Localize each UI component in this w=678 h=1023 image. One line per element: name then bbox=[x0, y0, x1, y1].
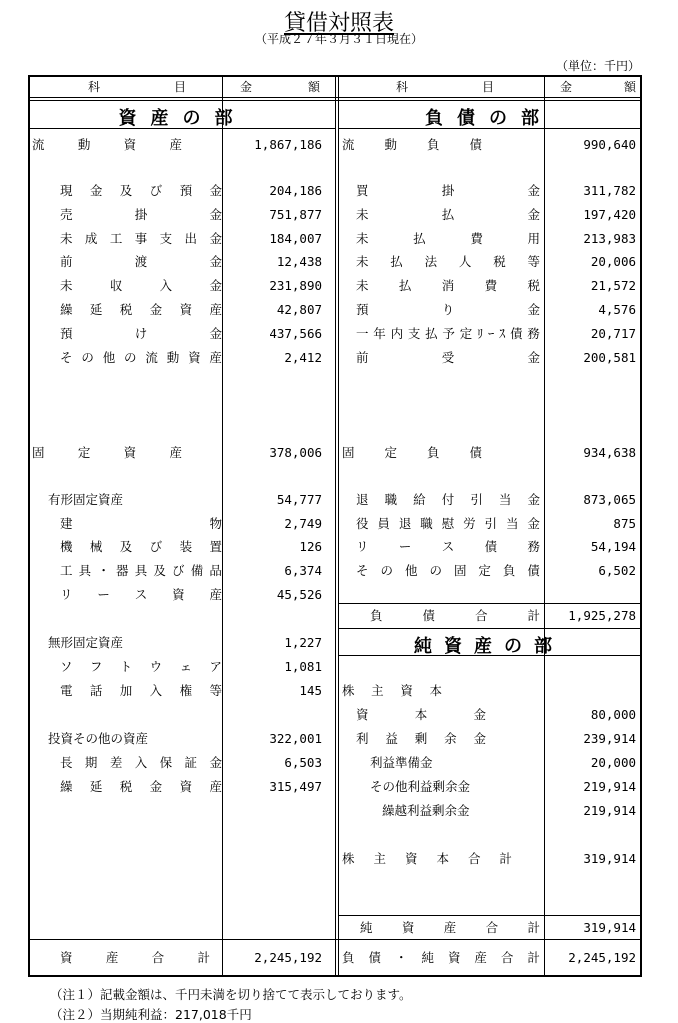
liability-row-amount: 197,420 bbox=[583, 207, 636, 222]
asset-row-amount: 45,526 bbox=[276, 587, 322, 602]
asset-row-label: 流 動 資 産 bbox=[32, 137, 182, 152]
asset-row-amount: 42,807 bbox=[276, 302, 322, 317]
header-item-left: 科 目 bbox=[88, 80, 186, 94]
liabilities-total-label: 負 債 合 計 bbox=[370, 608, 540, 623]
net-asset-row-amount: 219,914 bbox=[583, 779, 636, 794]
liability-row-amount: 54,194 bbox=[590, 539, 636, 554]
net-asset-row-label: 株 主 資 本 bbox=[342, 683, 442, 698]
total-assets-amount: 2,245,192 bbox=[254, 950, 322, 965]
asset-row-amount: 12,438 bbox=[276, 254, 322, 269]
asset-row-label: 固 定 資 産 bbox=[32, 445, 182, 460]
asset-row-amount: 322,001 bbox=[269, 731, 322, 746]
asset-row-label: 繰 延 税 金 資 産 bbox=[60, 779, 222, 794]
asset-row-amount: 6,374 bbox=[284, 563, 322, 578]
liability-row-label: 前 受 金 bbox=[356, 350, 540, 365]
report-date: （平成２７年３月３１日現在） bbox=[254, 32, 423, 46]
asset-row-amount: 378,006 bbox=[269, 445, 322, 460]
liability-row-label: 未 払 消 費 税 bbox=[356, 278, 540, 293]
asset-row-amount: 1,227 bbox=[284, 635, 322, 650]
liability-row-label: 未 払 法 人 税 等 bbox=[356, 254, 540, 269]
net-asset-row-amount: 219,914 bbox=[583, 803, 636, 818]
total-liab-net-label: 負 債 ・ 純 資 産 合 計 bbox=[342, 950, 540, 965]
asset-row-label: 有形固定資産 bbox=[48, 492, 124, 507]
assets-section-title: 資産の部 bbox=[118, 108, 247, 129]
net-asset-row-label: 資 本 金 bbox=[356, 707, 486, 722]
asset-row-amount: 437,566 bbox=[269, 326, 322, 341]
asset-row-amount: 145 bbox=[299, 683, 322, 698]
asset-row-amount: 2,412 bbox=[284, 350, 322, 365]
asset-row-amount: 315,497 bbox=[269, 779, 322, 794]
asset-row-label: 繰 延 税 金 資 産 bbox=[60, 302, 222, 317]
asset-row-amount: 751,877 bbox=[269, 207, 322, 222]
asset-row-label: 預 け 金 bbox=[60, 326, 222, 341]
asset-row-amount: 184,007 bbox=[269, 231, 322, 246]
note-2: （注２）当期純利益：217,018千円 bbox=[50, 1007, 252, 1022]
asset-row-label: 未 収 入 金 bbox=[60, 278, 222, 293]
liability-row-amount: 20,006 bbox=[590, 254, 636, 269]
liability-row-label: 未 払 金 bbox=[356, 207, 540, 222]
liability-row-amount: 311,782 bbox=[583, 183, 636, 198]
liability-row-amount: 990,640 bbox=[583, 137, 636, 152]
asset-row-label: ソ フ ト ウ ェ ア bbox=[60, 659, 222, 674]
asset-row-amount: 1,867,186 bbox=[254, 137, 322, 152]
asset-row-label: 無形固定資産 bbox=[48, 635, 124, 650]
liabilities-total-amount: 1,925,278 bbox=[568, 608, 636, 623]
asset-row-label: 前 渡 金 bbox=[60, 254, 222, 269]
liability-row-amount: 213,983 bbox=[583, 231, 636, 246]
header-item-right: 科 目 bbox=[396, 80, 494, 94]
balance-sheet-table bbox=[28, 75, 642, 977]
liability-row-label: 買 掛 金 bbox=[356, 183, 540, 198]
asset-row-label: 工 具 ・ 器 具 及 び 備 品 bbox=[60, 563, 222, 578]
asset-row-amount: 1,081 bbox=[284, 659, 322, 674]
asset-row-label: リ ー ス 資 産 bbox=[60, 587, 222, 602]
liability-row-label: 役 員 退 職 慰 労 引 当 金 bbox=[356, 516, 540, 531]
net-assets-total-amount: 319,914 bbox=[583, 920, 636, 935]
net-assets-section-title: 純資産の部 bbox=[414, 636, 564, 657]
page-title: 貸借対照表 bbox=[283, 11, 394, 36]
asset-row-amount: 6,503 bbox=[284, 755, 322, 770]
asset-row-label: 投資その他の資産 bbox=[48, 731, 149, 746]
asset-row-label: 機 械 及 び 装 置 bbox=[60, 539, 222, 554]
liability-row-label: 未 払 費 用 bbox=[356, 231, 540, 246]
asset-row-label: 電 話 加 入 権 等 bbox=[60, 683, 222, 698]
header-amount-left: 金 額 bbox=[240, 80, 320, 94]
unit-label: （単位：千円） bbox=[555, 59, 640, 73]
net-asset-row-label: 利益準備金 bbox=[370, 755, 433, 770]
liability-row-label: リ ー ス 債 務 bbox=[356, 539, 540, 554]
asset-row-amount: 231,890 bbox=[269, 278, 322, 293]
note-1: （注１）記載金額は、千円未満を切り捨てて表示しております。 bbox=[50, 987, 412, 1002]
net-asset-row-label: 利 益 剰 余 金 bbox=[356, 731, 486, 746]
net-asset-row-label: その他利益剰余金 bbox=[370, 779, 471, 794]
liability-row-amount: 4,576 bbox=[598, 302, 636, 317]
asset-row-label: 建 物 bbox=[60, 516, 222, 531]
total-liab-net-amount: 2,245,192 bbox=[568, 950, 636, 965]
asset-row-amount: 54,777 bbox=[276, 492, 322, 507]
net-asset-row-amount: 239,914 bbox=[583, 731, 636, 746]
net-asset-row-label: 繰越利益剰余金 bbox=[382, 803, 470, 818]
net-asset-row-label: 株 主 資 本 合 計 bbox=[342, 851, 512, 866]
liability-row-label: 流 動 負 債 bbox=[342, 137, 482, 152]
asset-row-amount: 2,749 bbox=[284, 516, 322, 531]
liability-row-label: 預 り 金 bbox=[356, 302, 540, 317]
net-asset-row-amount: 20,000 bbox=[590, 755, 636, 770]
liability-row-label: 退 職 給 付 引 当 金 bbox=[356, 492, 540, 507]
liability-row-amount: 873,065 bbox=[583, 492, 636, 507]
net-asset-row-amount: 319,914 bbox=[583, 851, 636, 866]
liability-row-amount: 6,502 bbox=[598, 563, 636, 578]
asset-row-label: そ の 他 の 流 動 資 産 bbox=[60, 350, 222, 365]
asset-row-amount: 204,186 bbox=[269, 183, 322, 198]
asset-row-label: 現 金 及 び 預 金 bbox=[60, 183, 222, 198]
asset-row-amount: 126 bbox=[299, 539, 322, 554]
liability-row-amount: 21,572 bbox=[590, 278, 636, 293]
liability-row-label: 固 定 負 債 bbox=[342, 445, 482, 460]
header-amount-right: 金 額 bbox=[560, 80, 636, 94]
total-assets-label: 資 産 合 計 bbox=[60, 950, 210, 965]
asset-row-label: 売 掛 金 bbox=[60, 207, 222, 222]
asset-row-label: 未 成 工 事 支 出 金 bbox=[60, 231, 222, 246]
liability-row-amount: 875 bbox=[613, 516, 636, 531]
liability-row-amount: 934,638 bbox=[583, 445, 636, 460]
liability-row-label: そ の 他 の 固 定 負 債 bbox=[356, 563, 540, 578]
net-assets-total-label: 純 資 産 合 計 bbox=[360, 920, 540, 935]
net-asset-row-amount: 80,000 bbox=[590, 707, 636, 722]
liabilities-section-title: 負債の部 bbox=[425, 108, 553, 129]
liability-row-amount: 200,581 bbox=[583, 350, 636, 365]
liability-row-label: 一 年 内 支 払 予 定 ﾘ ｰ ｽ 債 務 bbox=[356, 326, 540, 341]
liability-row-amount: 20,717 bbox=[590, 326, 636, 341]
asset-row-label: 長 期 差 入 保 証 金 bbox=[60, 755, 222, 770]
